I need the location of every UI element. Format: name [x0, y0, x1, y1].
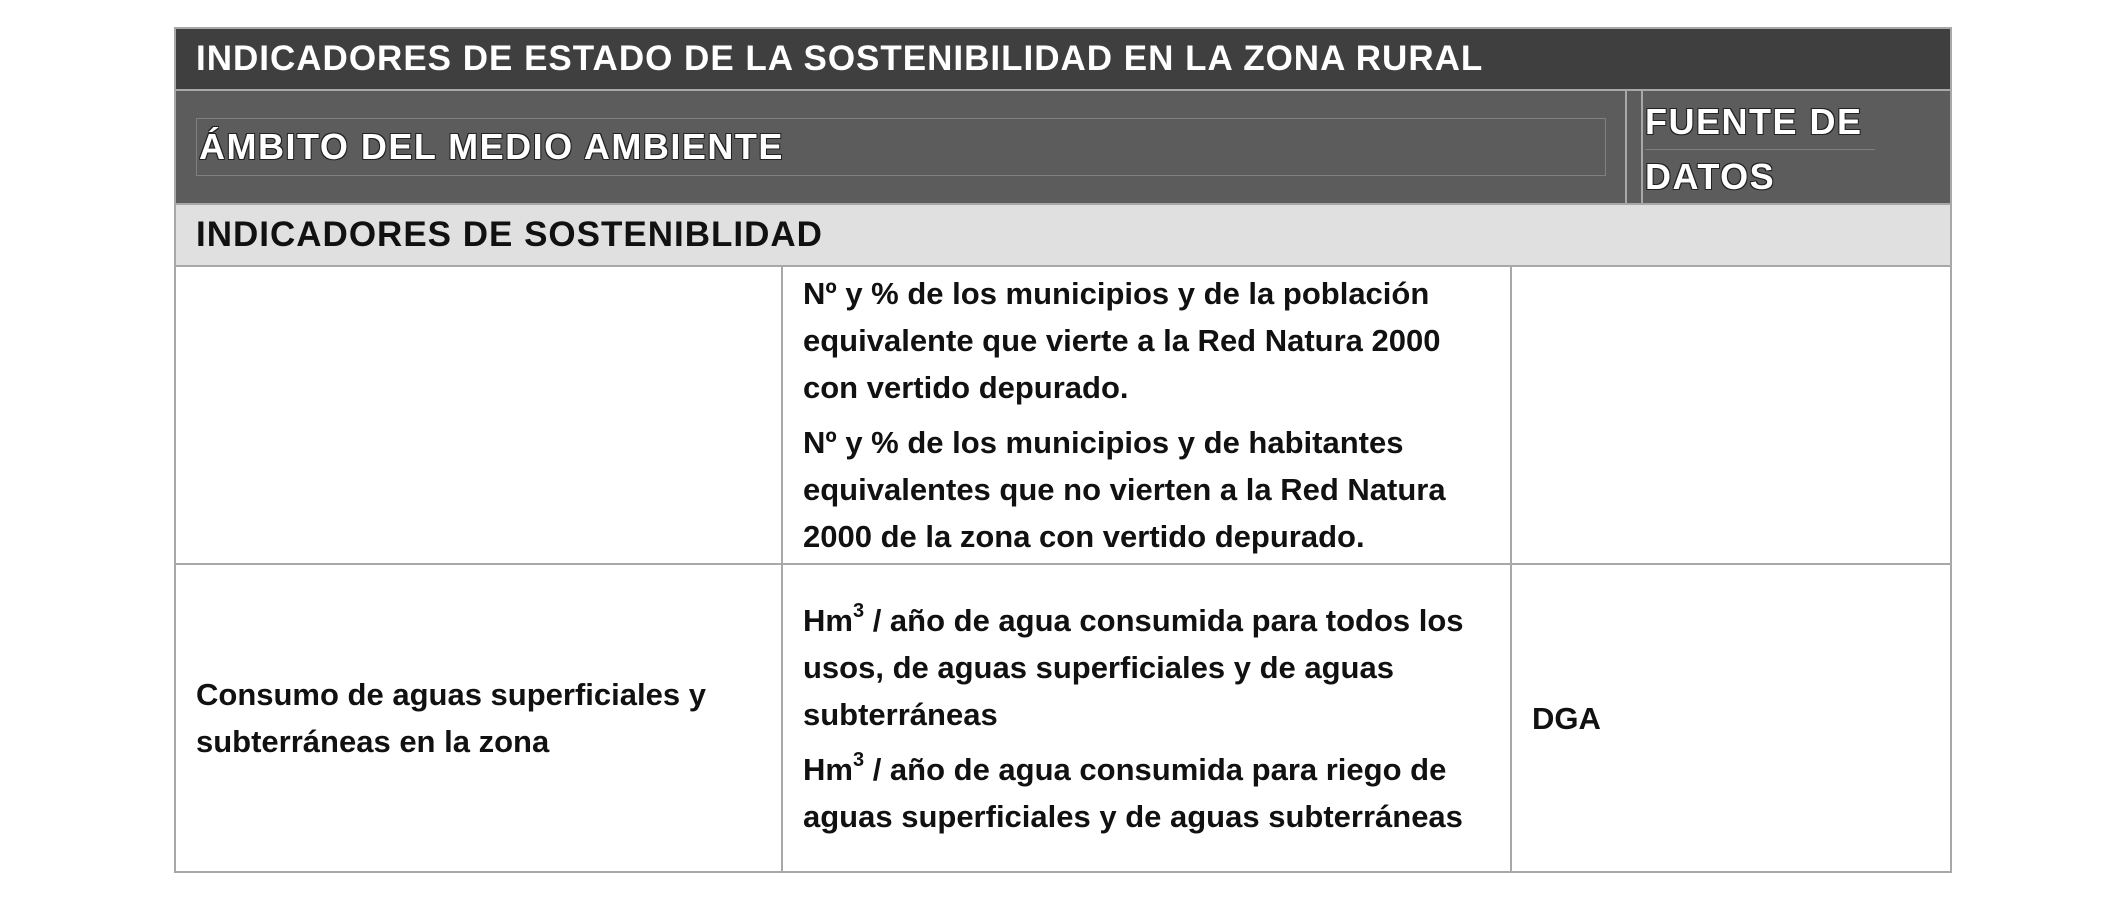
source-cell — [1512, 565, 1950, 871]
measure-unit: Hm — [803, 602, 853, 638]
measure-text — [803, 597, 1500, 738]
fuente-label-line1: FUENTE DE — [1645, 95, 1875, 150]
measures-cell — [783, 267, 1512, 563]
table-row — [176, 565, 1950, 871]
source-cell — [1512, 267, 1950, 563]
measure-unit-exponent: 3 — [852, 599, 865, 622]
fuente-cell — [1643, 91, 1950, 203]
table-title: INDICADORES DE ESTADO DE LA SOSTENIBILIDAD EN LA ZONA RURAL — [196, 39, 1484, 78]
indicator-text: Consumo de aguas superficiales y subterráneas en la zona — [196, 677, 706, 759]
indicator-cell — [176, 565, 783, 871]
ambito-spacer — [1627, 91, 1643, 203]
table-title-row — [176, 29, 1950, 91]
measure-text: Nº y % de los municipios y de habitantes equivalentes que no vierten a la Red Natura 2000 de la zona con vertido depurado. — [803, 425, 1446, 554]
table-row — [176, 267, 1950, 565]
ambito-row — [176, 91, 1950, 205]
ambito-field — [196, 118, 1606, 176]
section-row — [176, 205, 1950, 267]
measure-text: Nº y % de los municipios y de la población equivalente que vierte a la Red Natura 2000 con vertido depurado. — [803, 276, 1441, 405]
ambito-label: ÁMBITO DEL MEDIO AMBIENTE — [199, 126, 784, 167]
indicators-table — [174, 27, 1952, 873]
indicator-cell — [176, 267, 783, 563]
measures-cell — [783, 565, 1512, 871]
measure-unit-exponent: 3 — [852, 748, 865, 771]
measure-text — [803, 746, 1500, 840]
measure-body: / año de agua consumida para riego de aguas superficiales y de aguas subterráneas — [803, 751, 1463, 834]
section-label: INDICADORES DE SOSTENIBLIDAD — [196, 215, 823, 254]
source-text: DGA — [1532, 700, 1601, 736]
fuente-label-line2: DATOS — [1645, 156, 1776, 197]
measure-unit: Hm — [803, 751, 853, 787]
measure-body: / año de agua consumida para todos los usos, de aguas superficiales y de aguas subterráneas — [803, 602, 1464, 732]
ambito-cell — [176, 91, 1627, 203]
